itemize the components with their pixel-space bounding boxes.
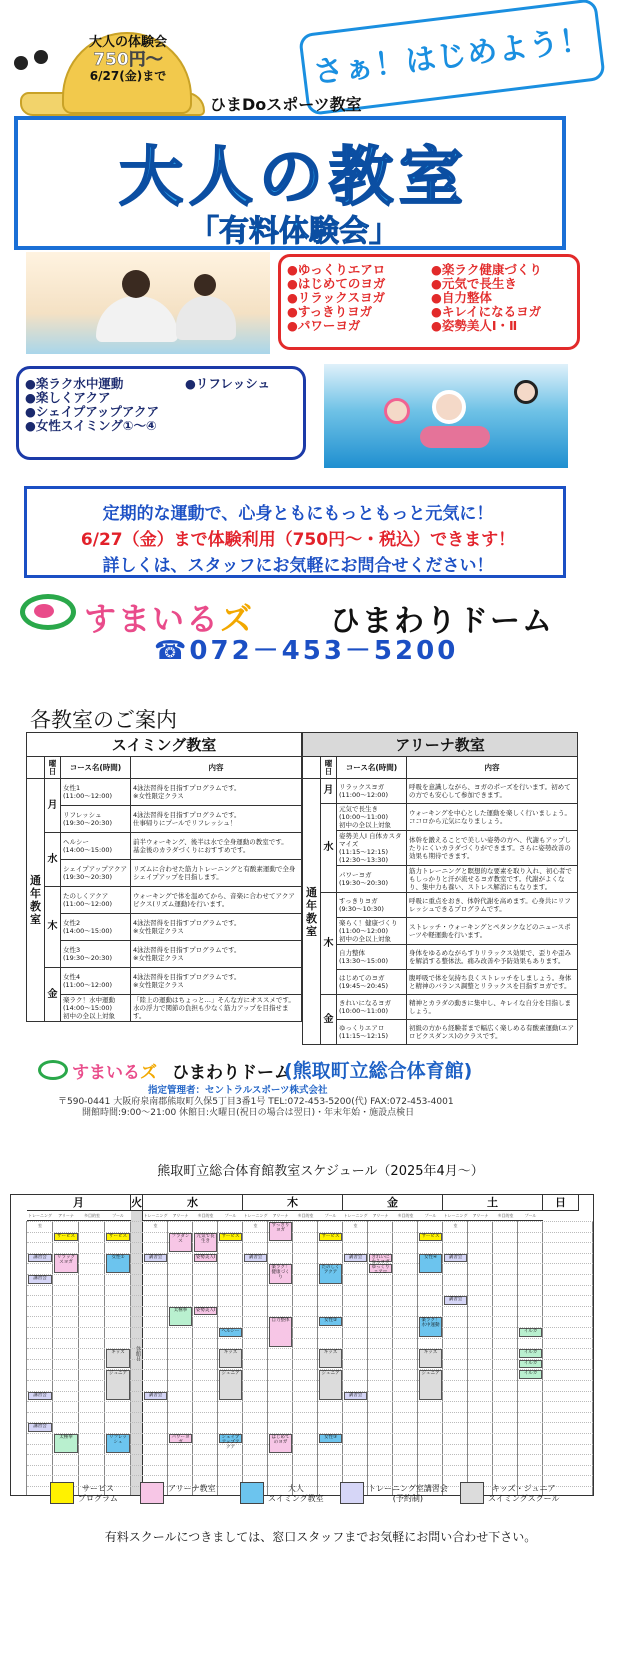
lane-header: プール [518, 1211, 543, 1221]
table-row [303, 779, 578, 804]
schedule-block: ジュニア [419, 1370, 442, 1400]
schedule-block: パワーヨガ [169, 1434, 192, 1443]
guide-title: 各教室のご案内 [30, 708, 177, 732]
course-cell: 楽ラク！水中運動 (14:00〜15:00) 初中の全以上対象 [61, 995, 131, 1022]
class-list-item: ●リラックスヨガ [287, 290, 386, 305]
course-cell: 女性3 (19:30〜20:30) [61, 941, 131, 968]
brand-smiles-b: ズ [220, 600, 255, 638]
blank-head [303, 757, 321, 779]
schedule-block: キッズ [319, 1349, 342, 1368]
schedule-block: ヘルシー [219, 1328, 242, 1337]
blank-head [27, 757, 45, 779]
schedule-block: キッズ [419, 1349, 442, 1368]
course-cell: 元気で長生き (10:00〜11:00) 初中の全以上対象 [337, 804, 407, 831]
schedule-block: きれいになるヨガ [369, 1254, 392, 1263]
course-cell: パワーヨガ (19:30〜20:30) [337, 866, 407, 893]
table-row [27, 914, 302, 941]
time-gridline [27, 1422, 593, 1423]
lane-header: プール [218, 1211, 243, 1221]
schedule-block: フラダンス [169, 1233, 192, 1252]
hours-line: 開館時間:9:00〜21:00 休館日:火曜日(祝日の場合は翌日)・年末年始・施設点検日 [82, 1108, 415, 1118]
content-cell: 呼吸に重点をおき、体幹代謝を高めます。心身共にリフレッシュできるプログラムです。 [407, 893, 578, 918]
yoga-photo [26, 252, 270, 354]
time-gridline [27, 1295, 593, 1296]
schedule-block: はじめてのヨガ [269, 1434, 292, 1453]
lane-header: 多目的室 [79, 1211, 105, 1221]
guide-footer [38, 1060, 598, 1120]
class-list-item: ●リフレッシュ [185, 376, 271, 391]
content-cell: 呼吸を意識しながら、ヨガのポーズを行います。初めての方でも安心して参加できます。 [407, 779, 578, 804]
course-cell: たのしくアクア (11:00〜12:00) [61, 887, 131, 914]
timetable-section [0, 1160, 641, 1667]
brand-smiles [72, 1058, 157, 1083]
course-cell: リラックスヨガ (11:00〜12:00) [337, 779, 407, 804]
lane-header: 多目的室 [193, 1211, 218, 1221]
arena-class-col2 [431, 263, 579, 333]
schedule-block: ジュニア [319, 1370, 342, 1400]
day-header: 日 [543, 1195, 579, 1211]
lane-header: トレーニング室 [443, 1213, 468, 1228]
content-cell: 前半ウォーキング、後半は水で全身運動の教室です。 基金後のカラダづくりにおすすめです。 [131, 833, 302, 860]
day-cell: 金 [321, 995, 337, 1045]
table-row [303, 866, 578, 893]
legend-swatch [50, 1482, 74, 1504]
legend-label: トレーニング室講習会 (予約制) [368, 1484, 448, 1503]
swimmer-head [514, 380, 538, 404]
schedule-block: イルカ [519, 1328, 542, 1337]
address-line: 〒590-0441 大阪府泉南郡熊取町久保5丁目3番1号 TEL:072-453-5200(代) FAX:072-453-4001 [58, 1097, 454, 1107]
swim-class-table [26, 732, 302, 1022]
schedule-block: すっきりヨガ [269, 1222, 292, 1241]
badge-price: 750円〜 [93, 49, 163, 70]
time-gridline [27, 1285, 593, 1286]
class-list-item: ●パワーヨガ [287, 318, 361, 333]
swim-class-list [16, 366, 306, 460]
day-cell: 水 [321, 804, 337, 893]
day-cell: 月 [45, 779, 61, 833]
schedule-block: サービス [219, 1233, 242, 1242]
schedule-block: 講習会 [28, 1423, 52, 1432]
timetable-footer: 有料スクールにつきましては、窓口スタッフまでお気軽にお問い合わせ下さい。 [104, 1530, 537, 1544]
class-list-item: ●キレイになるヨガ [431, 304, 542, 319]
trial-badge [68, 36, 188, 84]
schedule-block: 太極拳 [169, 1307, 192, 1326]
course-cell: 自力整体 (13:30〜15:00) [337, 945, 407, 970]
timetable-legend [40, 1480, 600, 1520]
school-name: ひまDoスポーツ教室 [210, 95, 362, 114]
lane-header: アリーナ [468, 1211, 493, 1221]
legend-label: 大人 スイミング教室 [268, 1484, 324, 1503]
content-cell: 4泳法習得を目指すプログラムです。 ※女性限定クラス [131, 779, 302, 806]
legend-swatch [140, 1482, 164, 1504]
hall-name: (熊取町立総合体育館) [284, 1060, 473, 1082]
pool-photo [324, 364, 568, 468]
day-header: 水 [143, 1195, 243, 1211]
class-list-item: ●すっきりヨガ [287, 304, 373, 319]
class-list-item: ●ゆっくりエアロ [287, 262, 386, 277]
content-cell: 4泳法習得を目指すプログラムです。 ※女性限定クラス [131, 941, 302, 968]
year-round-label: 通年教室 [303, 779, 321, 1045]
col-day-head: 曜日 [321, 757, 337, 779]
course-cell: 楽らく！健康づくり (11:00〜12:00) 初中の全以上対象 [337, 918, 407, 945]
time-gridline [27, 1306, 593, 1307]
schedule-block: 姿勢美人Ⅰ [194, 1307, 217, 1316]
time-gridline [27, 1475, 593, 1476]
day-header: 火 [131, 1196, 142, 1209]
class-list-item: ●女性スイミング①〜④ [25, 418, 157, 433]
lane-header: トレーニング室 [243, 1213, 268, 1228]
schedule-block: リラックスヨガ [54, 1254, 78, 1273]
brand-smiles-a: すまいる [84, 600, 221, 638]
table-row [303, 918, 578, 945]
table-row [303, 831, 578, 866]
schedule-block: イルカ [519, 1370, 542, 1379]
arena-class-list [278, 254, 580, 350]
table-row [303, 945, 578, 970]
schedule-block: サービス [419, 1233, 442, 1242]
main-title-box [14, 116, 566, 250]
schedule-block: イルカ [519, 1349, 542, 1358]
swimmer-head [432, 390, 466, 424]
schedule-block: たのしくアクア [319, 1264, 342, 1283]
time-gridline [27, 1338, 593, 1339]
schedule-block: サービス [106, 1233, 130, 1242]
timetable-grid [10, 1194, 594, 1496]
course-cell: すっきりヨガ (9:30〜10:30) [337, 893, 407, 918]
course-cell: ヘルシー (14:00〜15:00) [61, 833, 131, 860]
person-shape [96, 296, 178, 342]
legend-swatch [240, 1482, 264, 1504]
person-head [194, 274, 216, 296]
content-cell: 精神とカラダの動きに集中し、キレイな自分を目指しましょう。 [407, 995, 578, 1020]
day-cell: 金 [45, 968, 61, 1022]
schedule-block: リフレッシュ [106, 1434, 130, 1453]
lane-header: プール [318, 1211, 343, 1221]
closed-day-column: 休館日 [131, 1211, 143, 1495]
table-row [303, 995, 578, 1020]
course-cell: リフレッシュ (19:30〜20:30) [61, 806, 131, 833]
col-day-head: 曜日 [45, 757, 61, 779]
table-row [303, 970, 578, 995]
swim-class-col1 [25, 377, 185, 433]
legend-label: アリーナ教室 [168, 1484, 216, 1493]
brand-himawari-dome: ひまわりドーム [172, 1063, 291, 1083]
course-cell: 女性1 (11:00〜12:00) [61, 779, 131, 806]
content-cell: 4泳法習得を目指すプログラムです。 仕事帰りにプールでリフレッシュ！ [131, 806, 302, 833]
table-row [303, 804, 578, 831]
schedule-block: 楽ラク！健康づくり [269, 1264, 292, 1283]
lets-begin-banner: さぁ！はじめよう！ [298, 0, 606, 116]
phone-number[interactable]: ☎072－453－5200 [154, 636, 459, 666]
class-guide [0, 690, 641, 1160]
class-list-item: ●楽ラク水中運動 [25, 376, 124, 391]
content-cell: リズムに合わせた筋力トレーニングと有酸素運動で全身シェイプアップを目指します。 [131, 860, 302, 887]
day-header: 月 [27, 1195, 131, 1211]
schedule-block: 講習会 [444, 1296, 467, 1305]
lane-header: プール [418, 1211, 443, 1221]
table-row [27, 941, 302, 968]
class-list-item: ●はじめてのヨガ [287, 276, 386, 291]
content-cell: 身体をゆるめながらすりリラックス効果で、歪りや歪みを解消する整体法。痛み改善や予防効果もあります。 [407, 945, 578, 970]
person-head [122, 270, 150, 298]
notice-line1: 定期的な運動で、心身ともにもっともっと元気に！ [102, 504, 494, 524]
timetable-title: 熊取町立総合体育館教室スケジュール（2025年4月〜） [157, 1164, 484, 1179]
brand-smiles-b: ズ [140, 1063, 157, 1083]
course-cell: 女性2 (14:00〜15:00) [61, 914, 131, 941]
content-cell: ストレッチ・ウォーキングとペタンクなどのニュースポーツや軽運動を行います。 [407, 918, 578, 945]
lane-header: トレーニング室 [28, 1213, 52, 1228]
schedule-block: キッズ [219, 1349, 242, 1368]
brand-himawari-dome: ひまわりドーム [330, 604, 554, 639]
legend-label: キッズ・ジュニア スイミングスクール [488, 1484, 560, 1503]
table-row [27, 779, 302, 806]
schedule-block: 太極拳 [54, 1434, 78, 1453]
schedule-block: シェイプアップアクア [219, 1434, 242, 1443]
table-row [27, 887, 302, 914]
smiles-logo-dot [34, 604, 54, 618]
col-course-head: コース名(時間) [61, 757, 131, 779]
class-list-item: ●シェイプアップアクア [25, 404, 160, 419]
content-cell: 腹呼吸で体を気持ち良くストレッチをしましょう。身体と精神のバランス調整とリラックスを目指すヨガです。 [407, 970, 578, 995]
person-shape [176, 296, 236, 340]
time-gridline [27, 1454, 593, 1455]
schedule-block: 講習会 [344, 1392, 367, 1401]
swim-table-head: スイミング教室 [27, 733, 302, 757]
day-header: 木 [243, 1195, 343, 1211]
day-header: 土 [443, 1195, 543, 1211]
content-cell: 4泳法習得を目指すプログラムです。 ※女性限定クラス [131, 914, 302, 941]
course-cell: はじめてのヨガ (19:45〜20:45) [337, 970, 407, 995]
lane-header: トレーニング室 [343, 1213, 368, 1228]
notice-line3: 詳しくは、スタッフにお気軽にお問合せください！ [102, 556, 494, 576]
course-cell: ゆっくりエアロ (11:15〜12:15) [337, 1020, 407, 1045]
day-header: 金 [343, 1195, 443, 1211]
snail-eye [34, 50, 48, 64]
main-title: 大人の教室 [119, 141, 469, 215]
table-row [27, 968, 302, 995]
year-round-label: 通年教室 [27, 779, 45, 1022]
content-cell: 「陸上の運動はちょっと…」そんな方にオススメです。水の浮力で関節の負担も少なく筋力アップを目指せます。 [131, 995, 302, 1022]
schedule-block: サービス [319, 1233, 342, 1242]
lane-header: アリーナ [368, 1211, 393, 1221]
content-cell: ウォーキングで体を温めてから、音楽に合わせてアクアビクス(リズム運動)を行います。 [131, 887, 302, 914]
schedule-block: 講習会 [28, 1392, 52, 1401]
sub-title: 「有料体験会」 [189, 214, 399, 249]
lane-header: アリーナ [268, 1211, 293, 1221]
day-cell: 水 [45, 833, 61, 887]
table-row [27, 806, 302, 833]
day-cell: 木 [45, 887, 61, 968]
time-gridline [27, 1327, 593, 1328]
day-cell: 月 [321, 779, 337, 804]
schedule-block: イルカ [519, 1360, 542, 1369]
legend-swatch [460, 1482, 484, 1504]
schedule-block: ゆっくりエアロ [369, 1264, 392, 1273]
badge-line1: 大人の体験会 [88, 35, 167, 50]
legend-label: サービス プログラム [78, 1484, 118, 1503]
arena-class-col1 [287, 263, 427, 333]
schedule-block: 女性① [106, 1254, 130, 1273]
schedule-block: 姿勢美人Ⅰ [194, 1254, 217, 1263]
class-list-item: ●楽ラク健康づくり [431, 262, 542, 277]
lane-header: 多目的室 [393, 1211, 418, 1221]
trial-flyer [0, 0, 641, 712]
time-column [11, 1221, 27, 1495]
schedule-block: サービス [54, 1233, 78, 1242]
schedule-block: 女性④ [419, 1254, 442, 1273]
time-gridline [27, 1465, 593, 1466]
lane-header: トレーニング室 [143, 1213, 168, 1228]
lane-header: アリーナ [53, 1211, 79, 1221]
schedule-block: 楽ラク！水中運動 [419, 1317, 442, 1336]
schedule-block: 講習会 [444, 1254, 467, 1263]
schedule-block: ジュニア [106, 1370, 130, 1400]
col-content-head: 内容 [407, 757, 578, 779]
time-gridline [27, 1274, 593, 1275]
swimmer-head [384, 398, 410, 424]
schedule-block: 女性② [319, 1317, 342, 1326]
schedule-block: 講習会 [144, 1254, 167, 1263]
content-cell: ウォーキングを中心とした運動を楽しく行いましょう。ココロから元気になりましょう。 [407, 804, 578, 831]
time-gridline [27, 1316, 593, 1317]
col-content-head: 内容 [131, 757, 302, 779]
course-cell: 女性4 (11:00〜12:00) [61, 968, 131, 995]
time-gridline [27, 1221, 593, 1222]
swim-class-col2 [185, 377, 305, 391]
table-row [27, 860, 302, 887]
table-row [27, 995, 302, 1022]
content-cell: 初級の方から経験者まで幅広く楽しめる有酸素運動(エアロビクスダンス)のクラスです。 [407, 1020, 578, 1045]
content-cell: 4泳法習得を目指すプログラムです。 ※女性限定クラス [131, 968, 302, 995]
schedule-block: キッズ [106, 1349, 130, 1368]
schedule-block: 講習会 [28, 1254, 52, 1263]
schedule-block: 女性③ [319, 1434, 342, 1443]
course-cell: シェイプアップアクア (19:30〜20:30) [61, 860, 131, 887]
arena-table-head: アリーナ教室 [303, 733, 578, 757]
schedule-block: 講習会 [144, 1392, 167, 1401]
class-list-item: ●自力整体 [431, 290, 492, 305]
manager-line: 指定管理者：セントラルスポーツ株式会社 [148, 1085, 328, 1096]
class-list-item: ●元気で長生き [431, 276, 517, 291]
time-gridline [27, 1412, 593, 1413]
course-cell: きれいになるヨガ (10:00〜11:00) [337, 995, 407, 1020]
schedule-block: 講習会 [28, 1275, 52, 1284]
col-course-head: コース名(時間) [337, 757, 407, 779]
lane-header: 多目的室 [293, 1211, 318, 1221]
swimmer-body [420, 426, 490, 448]
table-row [303, 1020, 578, 1045]
table-row [303, 893, 578, 918]
content-cell: 筋力トレーニングと瞑想的な要素を取り入れ、初心者でもしっかりと汗が流せるヨガ教室です。代謝がよくなり、集中力も養い、ストレス解消にもなります。 [407, 866, 578, 893]
class-list-item: ●姿勢美人Ⅰ・Ⅱ [431, 318, 518, 333]
schedule-block: 元気で長生き [194, 1233, 217, 1252]
schedule-block: 講習会 [244, 1254, 267, 1263]
notice-line2: 6/27（金）まで体験利用（750円〜・税込）できます！ [80, 530, 516, 550]
class-list-item: ●楽しくアクア [25, 390, 111, 405]
legend-swatch [340, 1482, 364, 1504]
time-gridline [27, 1401, 593, 1402]
table-row [27, 833, 302, 860]
lane-header: 多目的室 [493, 1211, 518, 1221]
badge-deadline: 6/27(金)まで [89, 69, 167, 84]
brand-smiles-a: すまいる [72, 1063, 140, 1083]
content-cell: 体幹を鍛えることで美しい姿勢の方へ、代謝もアップしたりにくいカラダづくりができます。さらに姿勢改善の効果も期待できます。 [407, 831, 578, 866]
arena-class-table [302, 732, 578, 1045]
snail-eye [14, 56, 28, 70]
lane-header: プール [105, 1211, 131, 1221]
schedule-block: ジュニア [219, 1370, 242, 1400]
day-cell: 木 [321, 893, 337, 995]
schedule-block: 講習会 [344, 1254, 367, 1263]
notice-box [24, 486, 566, 578]
course-cell: 姿勢美人Ⅰ 自体カスタマイズ (11:15〜12:15) (12:30〜13:30) [337, 831, 407, 866]
schedule-block: 自力整体 [269, 1317, 292, 1347]
lane-header: アリーナ [168, 1211, 193, 1221]
time-gridline [27, 1242, 593, 1243]
smiles-logo-icon [38, 1060, 68, 1080]
